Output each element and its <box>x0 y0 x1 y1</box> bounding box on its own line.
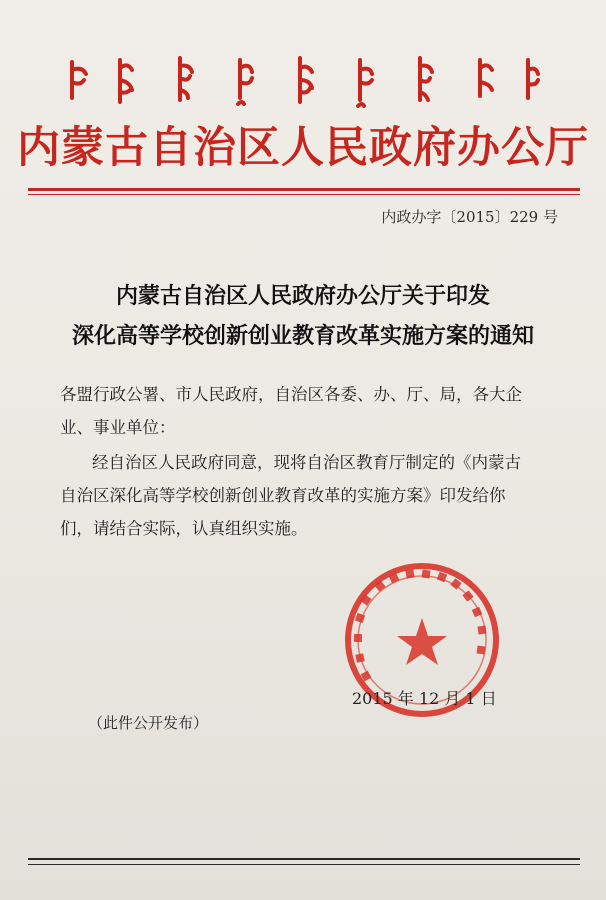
addressee-line-2: 业、事业单位： <box>60 418 176 437</box>
issue-date: 2015 年 12 月 1 日 <box>352 689 497 708</box>
agency-title: 内蒙古自治区人民政府办公厅 <box>17 123 589 173</box>
title-line-1: 内蒙古自治区人民政府办公厅关于印发 <box>115 283 490 309</box>
addressee-block <box>60 378 560 444</box>
body-paragraph <box>60 446 560 545</box>
mongolian-script-header <box>62 52 542 108</box>
body-line-2: 自治区深化高等学校创新创业教育改革的实施方案》印发给你 <box>60 486 506 505</box>
title-line-2: 深化高等学校创新创业教育改革实施方案的通知 <box>71 323 534 349</box>
header-red-rule-thin <box>28 194 580 195</box>
body-line-1: 经自治区人民政府同意，现将自治区教育厅制定的《内蒙古 <box>92 453 521 472</box>
footer-rule <box>28 858 580 860</box>
addressee-line-1: 各盟行政公署、市人民政府，自治区各委、办、厅、局，各大企 <box>60 385 522 404</box>
header-red-rule <box>28 188 580 191</box>
document-number: 内政办字〔2015〕229 号 <box>381 208 558 226</box>
body-line-3: 们，请结合实际，认真组织实施。 <box>60 519 308 538</box>
document-title <box>0 276 606 356</box>
publication-note: （此件公开发布） <box>88 714 209 732</box>
footer-rule-thin <box>28 864 580 865</box>
